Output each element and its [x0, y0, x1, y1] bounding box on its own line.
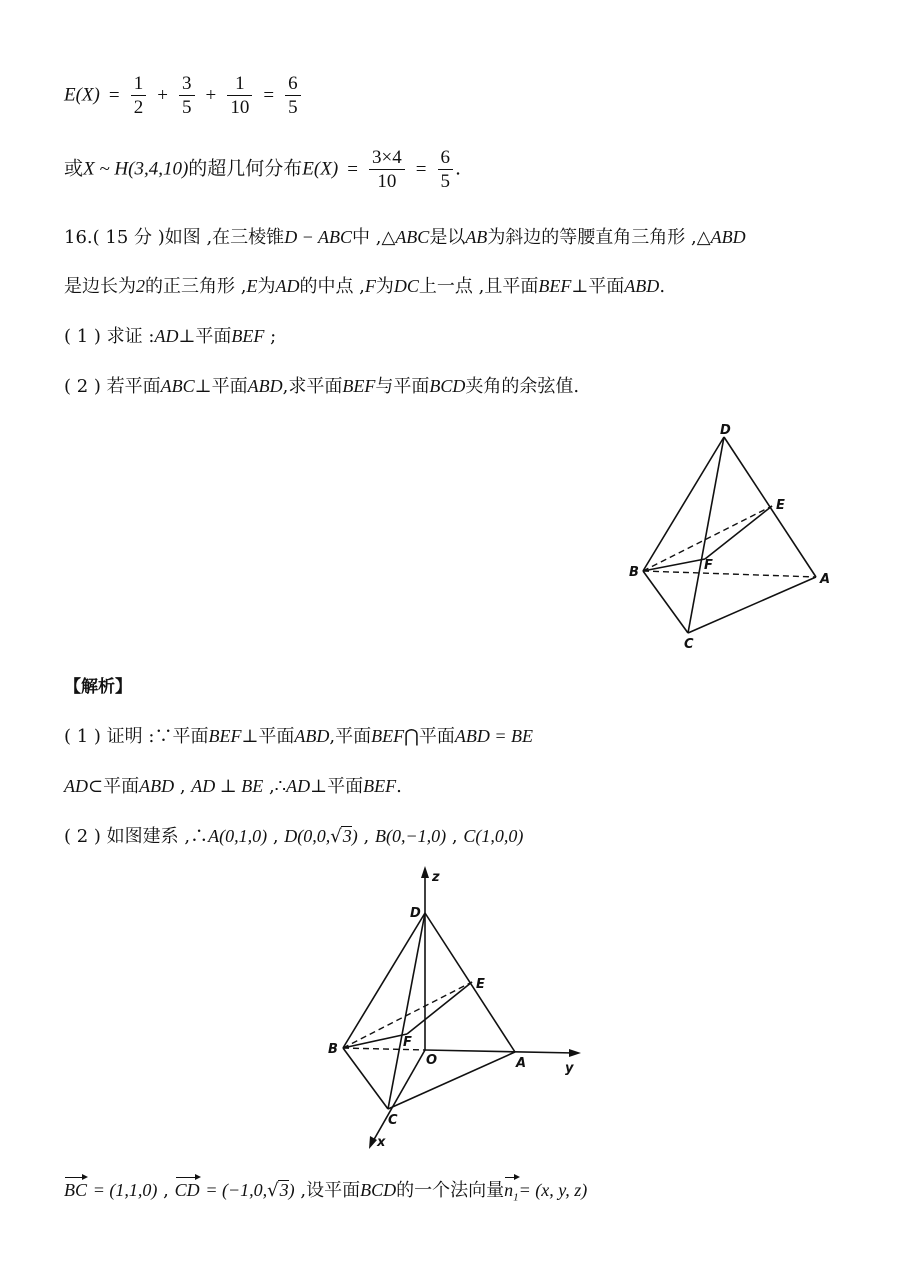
question-2: ( 2 ) 若平面ABC⊥平面ABD,求平面BEF与平面BCD夹角的余弦值. [64, 376, 580, 397]
label-E: E [476, 977, 485, 992]
problem-statement-line-1: 16.( 15 分 )如图 ,在三棱锥D − ABC中 ,△ABC是以AB为斜边的等腰直角三角形 ,△ABD [64, 227, 746, 248]
vector-BC: BC [64, 1180, 88, 1200]
label-B: B [328, 1042, 338, 1057]
fraction: $\frac{3}{5}$ [179, 74, 195, 117]
fraction: $\frac{1}{10}$ [227, 74, 252, 117]
solution-heading: 【解析】 [64, 677, 132, 697]
hypergeometric-formula: 或X ~ H(3,4,10)的超几何分布E(X) = $\frac{3\times 4}{10}$ = $\frac{6}{5}$ . [64, 147, 462, 192]
tetrahedron-figure [620, 418, 850, 654]
expectation-formula: E(X) = $\frac{1}{2}$ + $\frac{3}{5}$ + $\frac{1}{10}$ = $\frac{6}{5}$ [64, 74, 303, 117]
solution-step-1: ( 1 ) 证明 :∵平面BEF⊥平面ABD,平面BEF⋂平面ABD = BE [64, 726, 534, 747]
question-1: ( 1 ) 求证 :AD⊥平面BEF ; [64, 326, 277, 347]
x-axis-arrow [369, 1136, 377, 1149]
coordinate-figure [320, 862, 600, 1154]
label-D: D [410, 906, 421, 921]
fraction: $\frac{1}{2}$ [131, 74, 147, 117]
label-F: F [704, 558, 713, 573]
edge-BF [343, 1034, 407, 1048]
edge-BF [643, 559, 705, 571]
label-A: A [516, 1056, 527, 1071]
edge-BC [343, 1048, 388, 1109]
label-A: A [820, 572, 831, 587]
edge-AC [688, 577, 816, 633]
label-x: x [377, 1135, 386, 1150]
label-z: z [432, 870, 440, 885]
edge-FE [705, 506, 772, 559]
normal-vector: $n_1$ [504, 1180, 519, 1204]
y-axis-arrow [569, 1049, 581, 1057]
fraction: $\frac{3\times 4}{10}$ [369, 148, 405, 191]
label-F: F [403, 1035, 412, 1050]
label-C: C [388, 1113, 398, 1128]
fraction: $\frac{6}{5}$ [285, 74, 301, 117]
edge-BC [643, 571, 688, 633]
edge-BA-hidden [643, 571, 816, 577]
fraction: $\frac{6}{5}$ [438, 148, 454, 191]
label-D: D [720, 423, 731, 438]
edge-FE [407, 982, 472, 1034]
label-C: C [684, 637, 694, 652]
y-axis [425, 1050, 575, 1053]
z-axis-arrow [421, 866, 429, 878]
label-y: y [565, 1061, 574, 1076]
edge-BO-hidden [343, 1048, 425, 1050]
label-O: O [426, 1053, 438, 1068]
expectation-lhs: E(X) [64, 84, 100, 106]
solution-step-2: AD⊂平面ABD , AD ⊥ BE ,∴AD⊥平面BEF. [64, 776, 402, 797]
vector-line: BC = (1,1,0) , CD = (−1,0,√3) ,设平面BCD的一个法向量$n_1= (x$, y, z) [64, 1180, 588, 1204]
solution-step-3: ( 2 ) 如图建系 ,∴A(0,1,0) , D(0,0,√3) , B(0,−1,0) , C(1,0,0) [64, 826, 524, 847]
vector-CD: CD [174, 1180, 200, 1200]
label-B: B [629, 565, 639, 580]
problem-statement-line-2: 是边长为2的正三角形 ,E为AD的中点 ,F为DC上一点 ,且平面BEF⊥平面ABD. [64, 276, 666, 297]
label-E: E [776, 498, 785, 513]
